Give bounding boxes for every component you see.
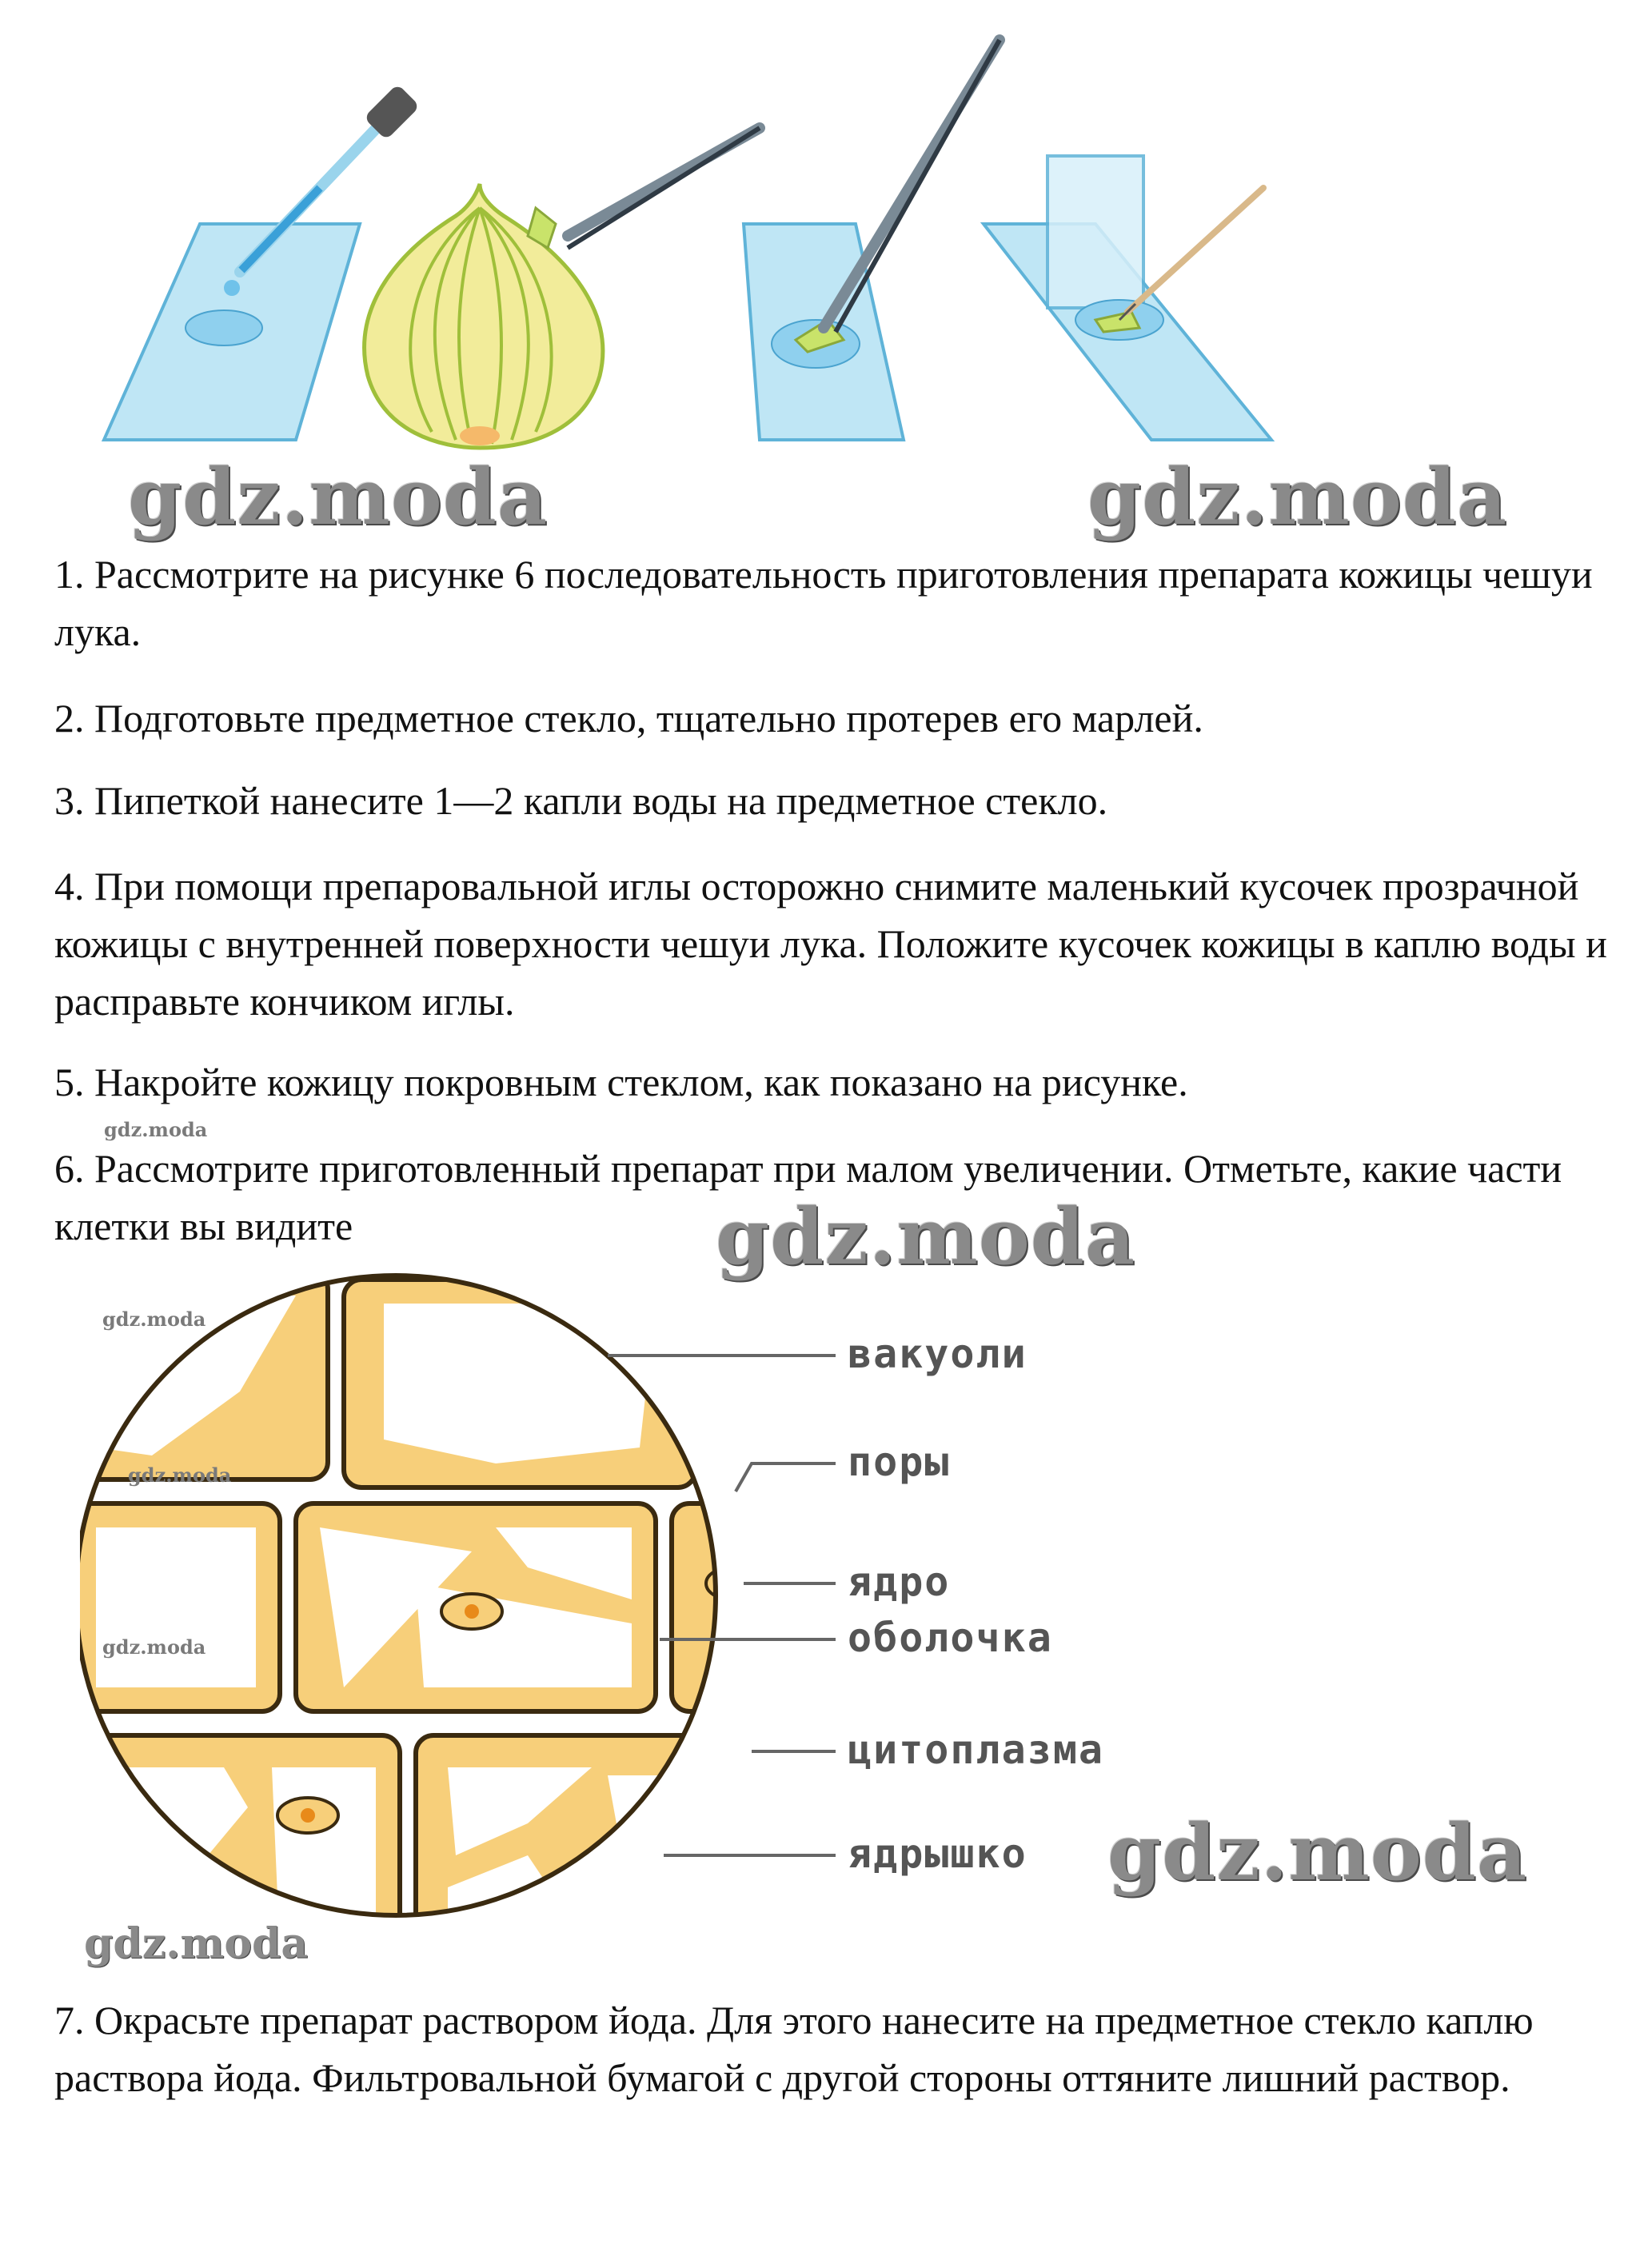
label-pores: поры	[848, 1439, 951, 1485]
step-1: 1. Рассмотрите на рисунке 6 последовательность приготовления препарата кожицы чешуи лука.	[54, 552, 1593, 654]
slide-with-coverslip	[984, 156, 1271, 440]
label-nucleus: ядро	[848, 1559, 951, 1605]
onion-cell-diagram	[80, 1248, 1151, 1951]
watermark-small: gdz.moda	[102, 1635, 206, 1659]
label-vacuoles: вакуоли	[848, 1331, 1028, 1377]
watermark-small: gdz.moda	[102, 1308, 206, 1331]
step-3: 3. Пипеткой нанесите 1—2 капли воды на предметное стекло.	[54, 778, 1108, 823]
watermark: gdz.moda	[1087, 452, 1508, 542]
watermark: gdz.moda	[128, 452, 549, 542]
label-membrane: оболочка	[848, 1615, 1053, 1661]
watermark: gdz.moda	[84, 1919, 309, 1968]
slide-preparation-illustration	[56, 24, 1311, 472]
watermark: gdz.moda	[1107, 1807, 1528, 1898]
watermark-small: gdz.moda	[104, 1118, 208, 1141]
onion-with-forceps	[365, 128, 760, 448]
label-cytoplasm: цитоплазма	[848, 1727, 1105, 1773]
slide-with-skin	[744, 40, 1000, 440]
label-nucleolus: ядрышко	[848, 1831, 1028, 1877]
step-5: 5. Накройте кожицу покровным стеклом, как показано на рисунке.	[54, 1060, 1188, 1104]
watermark-small: gdz.moda	[128, 1463, 232, 1487]
step-7: 7. Окрасьте препарат раствором йода. Для этого нанесите на предметное стекло каплю раствора йода. Фильтровальной бумагой с другой стороны оттяните лишний раствор.	[54, 1998, 1534, 2100]
watermark: gdz.moda	[716, 1192, 1136, 1282]
step-6: 6. Рассмотрите приготовленный препарат при малом увеличении. Отметьте, какие части клетки вы видите	[54, 1146, 1562, 1248]
step-2: 2. Подготовьте предметное стекло, тщательно протерев его марлей.	[54, 696, 1203, 741]
step-4: 4. При помощи препаровальной иглы осторожно снимите маленький кусочек прозрачной кожицы с внутренней поверхности чешуи лука. Положите кусочек кожицы в каплю воды и расправьте кончиком иглы.	[54, 864, 1607, 1024]
